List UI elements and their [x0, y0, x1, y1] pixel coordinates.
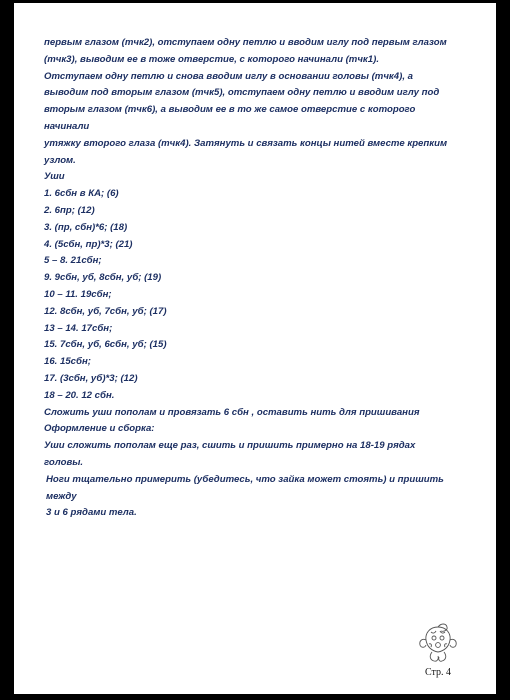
page-number: Стр. 4 [424, 667, 452, 678]
text-line: начинали [44, 120, 90, 132]
pattern-row: 2. 6пр; (12) [44, 204, 95, 216]
text-line: вторым глазом (тчк6), а выводим ее в то же самое отверстие с которого [44, 104, 416, 116]
text-line: Ноги тщательно примерить (убедитесь, что зайка может стоять) и пришить [46, 473, 444, 485]
pattern-row: 3. (пр, сбн)*6; (18) [44, 221, 128, 233]
document-body [44, 35, 464, 522]
pattern-row: 17. (3сбн, уб)*3; (12) [44, 372, 138, 384]
text-line: утяжку второго глаза (тчк4). Затянуть и связать концы нитей вместе крепким [44, 137, 448, 149]
pattern-row: 13 – 14. 17сбн; [44, 322, 113, 334]
section-heading-ears: Уши [44, 171, 65, 183]
pattern-row: 1. 6сбн в КА; (6) [44, 188, 119, 200]
text-line: Отступаем одну петлю и снова вводим иглу в основании головы (тчк4), а [44, 70, 413, 82]
page-footer [408, 621, 468, 678]
text-line: 3 и 6 рядами тела. [46, 507, 137, 519]
text-line: Уши сложить пополам еще раз, сшить и пришить примерно на 18-19 рядах [44, 440, 416, 452]
pattern-row: 18 – 20. 12 сбн. [44, 389, 115, 401]
text-line: между [46, 490, 77, 502]
text-line: первым глазом (тчк2), отступаем одну петлю и вводим иглу под первым глазом [44, 37, 447, 48]
text-line: выводим под вторым глазом (тчк5), отступаем одну петлю и вводим иглу под [44, 87, 440, 99]
text-line: головы. [44, 456, 84, 468]
floral-ornament-icon [416, 621, 460, 665]
pattern-row: 16. 15сбн; [44, 356, 91, 368]
text-line: Сложить уши пополам и провязать 6 сбн , оставить нить для пришивания [44, 406, 420, 418]
pattern-row: 15. 7сбн, уб, 6сбн, уб; (15) [44, 339, 167, 351]
pattern-row: 12. 8сбн, уб, 7сбн, уб; (17) [44, 305, 167, 317]
section-heading-assembly: Оформление и сборка: [44, 423, 155, 435]
pattern-row: 5 – 8. 21сбн; [44, 255, 102, 267]
text-line: узлом. [44, 154, 76, 166]
pattern-row: 10 – 11. 19сбн; [44, 288, 112, 300]
text-line: (тчк3), выводим ее в тоже отверстие, с которого начинали (тчк1). [44, 53, 379, 65]
pattern-row: 4. (5сбн, пр)*3; (21) [44, 238, 133, 250]
pattern-row: 9. 9сбн, уб, 8сбн, уб; (19) [44, 272, 162, 284]
